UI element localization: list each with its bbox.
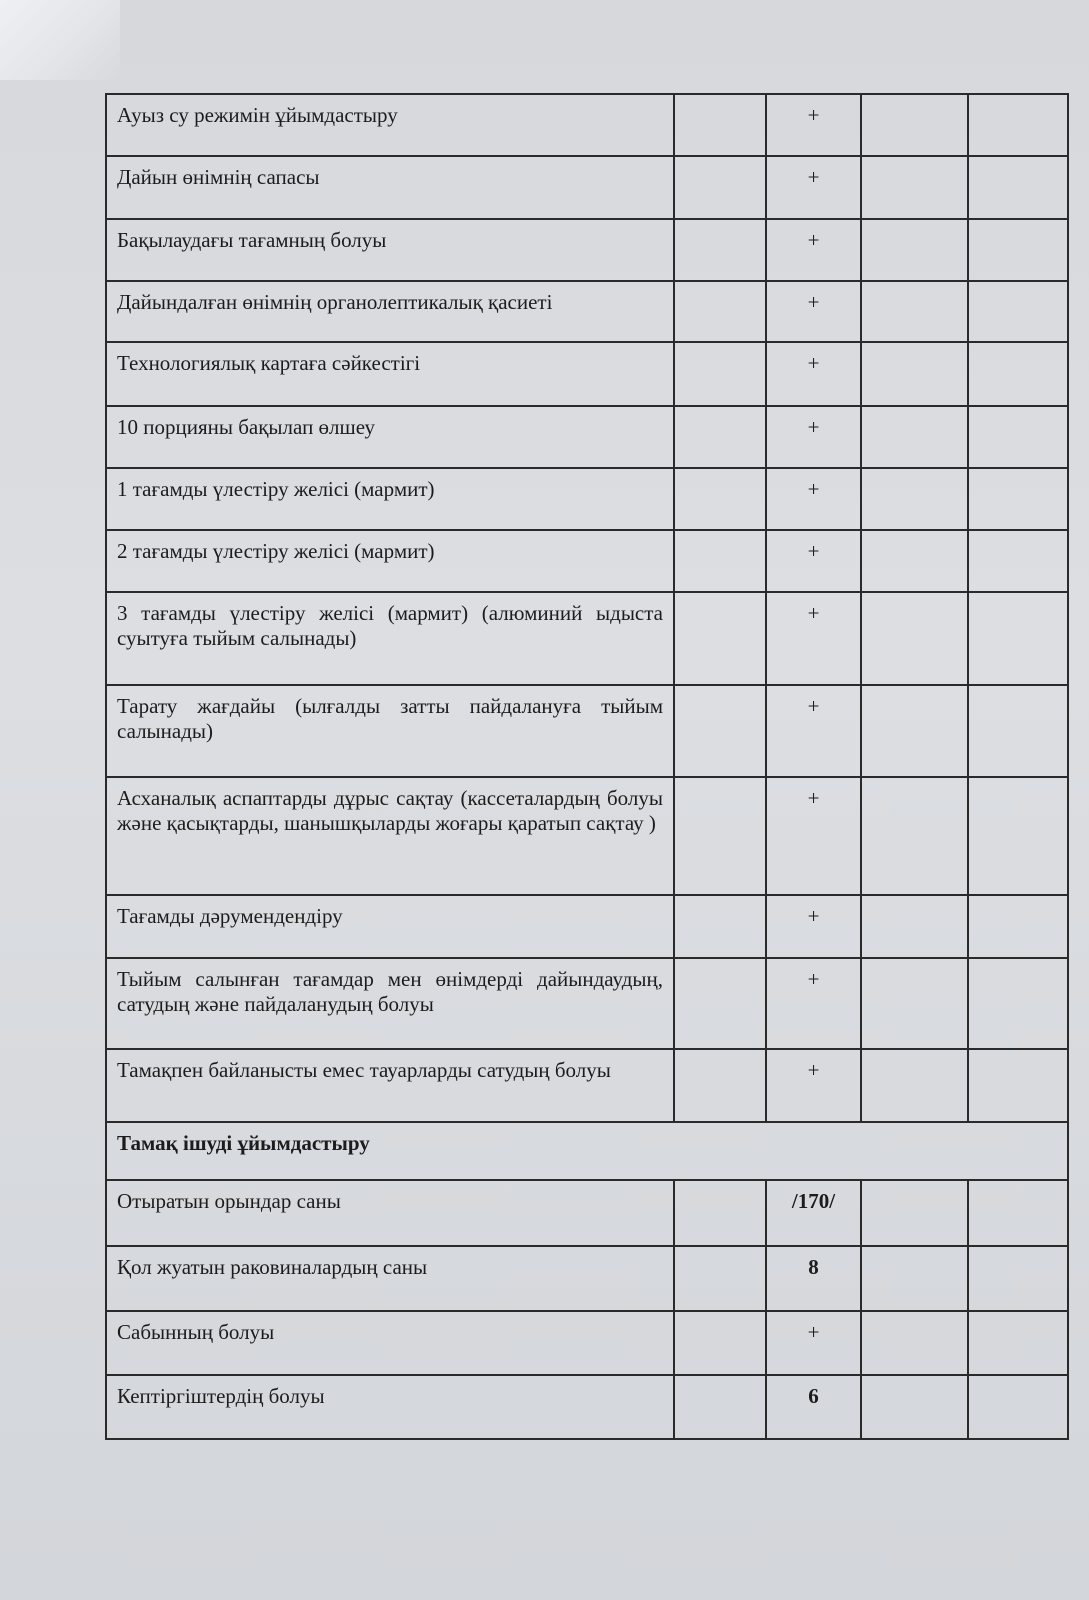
empty-cell: [861, 777, 968, 895]
empty-cell: [968, 94, 1068, 156]
empty-cell: [674, 94, 766, 156]
row-label: 2 тағамды үлестіру желісі (мармит): [106, 530, 674, 592]
row-mark: +: [766, 895, 861, 958]
empty-cell: [674, 1180, 766, 1246]
empty-cell: [674, 1049, 766, 1122]
empty-cell: [968, 1049, 1068, 1122]
empty-cell: [968, 219, 1068, 281]
table-row: [106, 219, 1068, 281]
empty-cell: [674, 958, 766, 1049]
inspection-table: [105, 93, 1069, 1440]
empty-cell: [968, 1246, 1068, 1311]
empty-cell: [674, 468, 766, 530]
row-label: Дайын өнімнің сапасы: [106, 156, 674, 219]
empty-cell: [968, 777, 1068, 895]
empty-cell: [861, 219, 968, 281]
row-mark: +: [766, 342, 861, 406]
row-mark: +: [766, 1049, 861, 1122]
table-row: [106, 958, 1068, 1049]
row-label: 10 порцияны бақылап өлшеу: [106, 406, 674, 468]
empty-cell: [861, 468, 968, 530]
empty-cell: [861, 592, 968, 685]
row-label: Тағамды дәрумендендіру: [106, 895, 674, 958]
empty-cell: [861, 342, 968, 406]
table-row: [106, 895, 1068, 958]
empty-cell: [674, 156, 766, 219]
empty-cell: [968, 1375, 1068, 1439]
row-mark: +: [766, 777, 861, 895]
row-mark: +: [766, 406, 861, 468]
table-row: [106, 281, 1068, 342]
empty-cell: [674, 1246, 766, 1311]
table-row: [106, 1311, 1068, 1375]
empty-cell: [674, 1375, 766, 1439]
empty-cell: [674, 219, 766, 281]
empty-cell: [674, 1311, 766, 1375]
empty-cell: [968, 281, 1068, 342]
empty-cell: [861, 895, 968, 958]
table-row: [106, 342, 1068, 406]
table-row: [106, 1049, 1068, 1122]
row-label: Кептіргіштердің болуы: [106, 1375, 674, 1439]
row-mark: +: [766, 592, 861, 685]
empty-cell: [968, 592, 1068, 685]
table-row: [106, 1180, 1068, 1246]
row-mark: +: [766, 156, 861, 219]
empty-cell: [861, 1311, 968, 1375]
row-label: 1 тағамды үлестіру желісі (мармит): [106, 468, 674, 530]
empty-cell: [861, 1049, 968, 1122]
row-mark: +: [766, 958, 861, 1049]
empty-cell: [861, 94, 968, 156]
row-mark: 8: [766, 1246, 861, 1311]
empty-cell: [968, 468, 1068, 530]
empty-cell: [674, 342, 766, 406]
empty-cell: [861, 530, 968, 592]
section-title: Тамақ ішуді ұйымдастыру: [106, 1122, 1068, 1180]
empty-cell: [968, 1180, 1068, 1246]
table-row: [106, 468, 1068, 530]
row-mark: +: [766, 1311, 861, 1375]
table-row: [106, 156, 1068, 219]
empty-cell: [861, 685, 968, 777]
empty-cell: [968, 156, 1068, 219]
row-label: Дайындалған өнімнің органолептикалық қасиеті: [106, 281, 674, 342]
empty-cell: [861, 1180, 968, 1246]
row-mark: +: [766, 685, 861, 777]
empty-cell: [674, 530, 766, 592]
table-row: [106, 1375, 1068, 1439]
empty-cell: [861, 406, 968, 468]
row-label: Ауыз су режимін ұйымдастыру: [106, 94, 674, 156]
table-row: [106, 406, 1068, 468]
row-label: Тамақпен байланысты емес тауарларды сатудың болуы: [106, 1049, 674, 1122]
empty-cell: [968, 530, 1068, 592]
table-row: [106, 777, 1068, 895]
row-mark: +: [766, 281, 861, 342]
row-mark: +: [766, 94, 861, 156]
row-mark: +: [766, 219, 861, 281]
row-mark: /170/: [766, 1180, 861, 1246]
row-label: Тарату жағдайы (ылғалды затты пайдалануға тыйым салынады): [106, 685, 674, 777]
empty-cell: [861, 958, 968, 1049]
table-row: [106, 94, 1068, 156]
row-label: 3 тағамды үлестіру желісі (мармит) (алюминий ыдыста суытуға тыйым салынады): [106, 592, 674, 685]
row-label: Отыратын орындар саны: [106, 1180, 674, 1246]
empty-cell: [861, 156, 968, 219]
empty-cell: [968, 1311, 1068, 1375]
empty-cell: [674, 895, 766, 958]
section-header-row: [106, 1122, 1068, 1180]
empty-cell: [861, 1246, 968, 1311]
row-mark: 6: [766, 1375, 861, 1439]
row-label: Тыйым салынған тағамдар мен өнімдерді дайындаудың, сатудың және пайдаланудың болуы: [106, 958, 674, 1049]
row-label: Қол жуатын раковиналардың саны: [106, 1246, 674, 1311]
empty-cell: [674, 685, 766, 777]
empty-cell: [968, 895, 1068, 958]
empty-cell: [968, 958, 1068, 1049]
row-label: Технологиялық картаға сәйкестігі: [106, 342, 674, 406]
paper-corner: [0, 0, 120, 80]
empty-cell: [861, 1375, 968, 1439]
table-row: [106, 685, 1068, 777]
empty-cell: [674, 777, 766, 895]
empty-cell: [674, 281, 766, 342]
table-row: [106, 530, 1068, 592]
empty-cell: [674, 406, 766, 468]
row-label: Асханалық аспаптарды дұрыс сақтау (кассеталардың болуы және қасықтарды, шанышқыларды жоғары қаратып сақтау ): [106, 777, 674, 895]
empty-cell: [861, 281, 968, 342]
table-row: [106, 1246, 1068, 1311]
empty-cell: [968, 406, 1068, 468]
empty-cell: [968, 685, 1068, 777]
empty-cell: [674, 592, 766, 685]
row-label: Бақылаудағы тағамның болуы: [106, 219, 674, 281]
row-label: Сабынның болуы: [106, 1311, 674, 1375]
row-mark: +: [766, 530, 861, 592]
row-mark: +: [766, 468, 861, 530]
table-row: [106, 592, 1068, 685]
empty-cell: [968, 342, 1068, 406]
